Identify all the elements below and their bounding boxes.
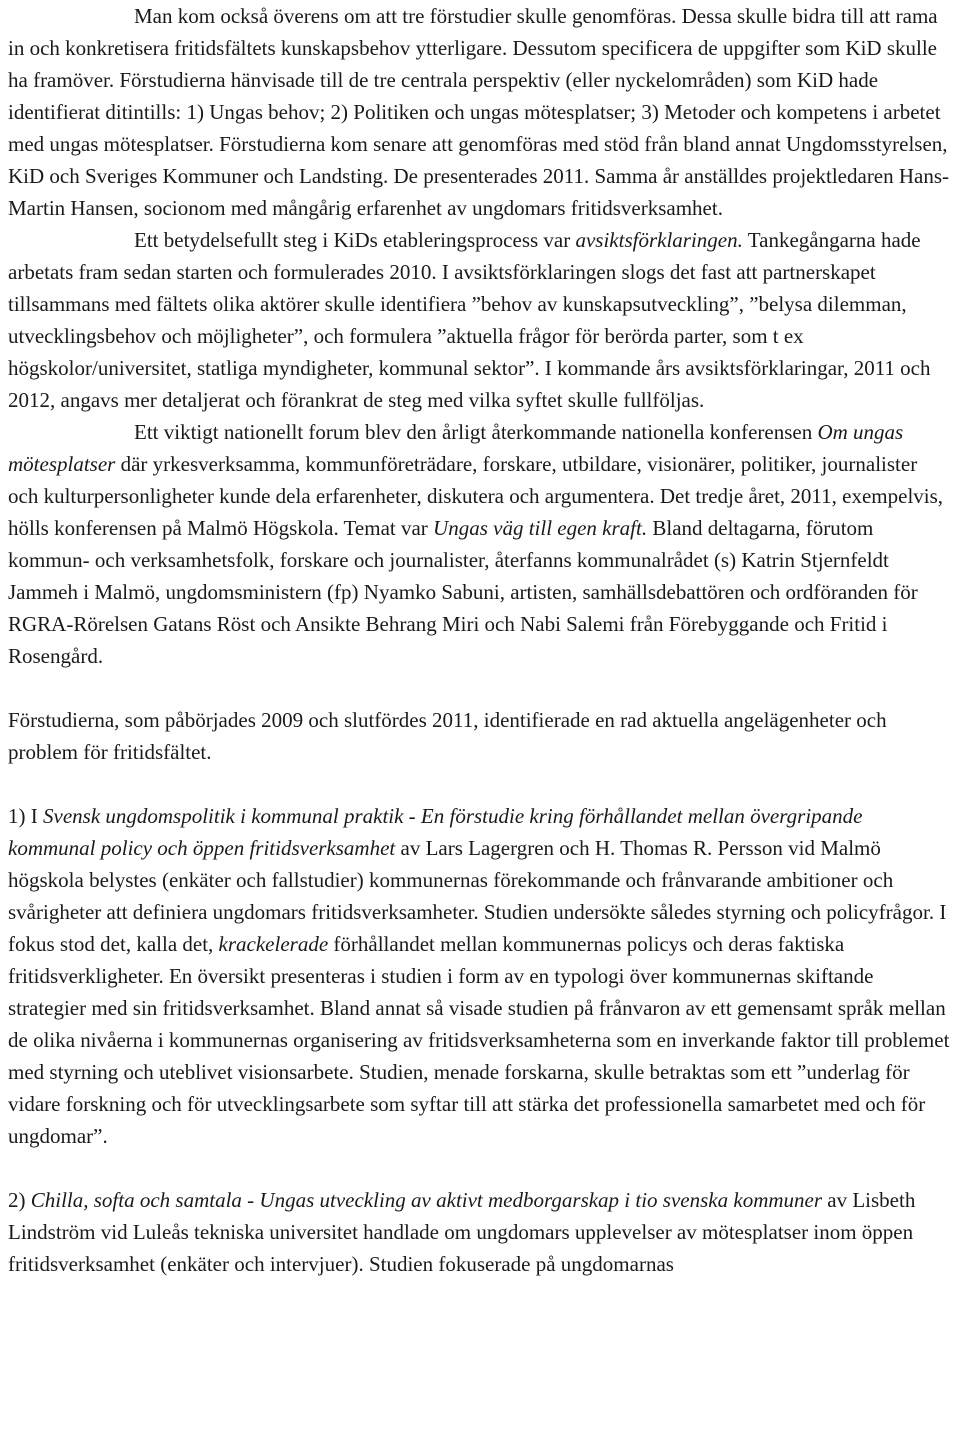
paragraph-text: Man kom också överens om att tre förstudier skulle genomföras. Dessa skulle bidra till att rama in och konkretisera fritidsfältets kunskapsbehov ytterligare. Dessutom specificera de uppgifter som KiD skulle ha framöver. Förstudierna hänvisade till de tre centrala perspektiv (eller nyckelområden) som KiD hade identifierat ditintills: 1) Ungas behov; 2) Politiken och ungas mötesplatser; 3) Metoder och kompetens i arbetet med ungas mötesplatser. Förstudierna kom senare att genomföras med stöd från bland annat Ungdomsstyrelsen, KiD och Sveriges Kommuner och Landsting. De presenterades 2011. Samma år anställdes projektledaren Hans-Martin Hansen, socionom med mångårig erfarenhet av ungdomars fritidsverksamhet. <box>8 4 950 220</box>
italic-term: avsiktsförklaringen. <box>575 228 743 252</box>
italic-term: krackelerade <box>218 932 329 956</box>
text-run: Ett viktigt nationellt forum blev den årligt återkommande nationella konferensen <box>134 420 818 444</box>
paragraph-text: Förstudierna, som påbörjades 2009 och slutfördes 2011, identifierade en rad aktuella angelägenheter och problem för fritidsfältet. <box>8 708 887 764</box>
text-run: Ett betydelsefullt steg i KiDs etableringsprocess var <box>134 228 576 252</box>
italic-study-title: Chilla, softa och samtala - Ungas utveckling av aktivt medborgarskap i tio svenska kommuner <box>30 1188 823 1212</box>
text-run: av Lars Lagergren och H. Thomas R. Persson vid Malmö högskola belystes (enkäter och fallstudier) kommunernas förekommande och frånvarande ambitioner och svårigheter att definiera ungdomars fritidsverksamheter. Studien undersökte således styrning och policyfrågor. I fokus stod det, kalla det, <box>8 836 947 956</box>
paragraph-spacer <box>8 672 952 704</box>
paragraph-spacer <box>8 768 952 800</box>
paragraph-konferens <box>8 416 952 672</box>
italic-conference-title: Om ungas mötesplatser <box>8 420 904 476</box>
paragraph-study-1 <box>8 800 952 1152</box>
text-run: där yrkesverksamma, kommunföreträdare, forskare, utbildare, visionärer, politiker, journalister och kulturpersonligheter kunde dela erfarenheter, diskutera och argumentera. Det tredje året, 2011, exempelvis, hölls konferensen på Malmö Högskola. Temat var <box>8 452 944 540</box>
italic-theme: Ungas väg till egen kraft. <box>433 516 648 540</box>
text-run: av Lisbeth Lindström vid Luleås tekniska universitet handlade om ungdomars upplevelser av mötesplatser inom öppen fritidsverksamhet (enkäter och intervjuer). Studien fokuserade på ungdomarnas <box>8 1188 916 1276</box>
paragraph-summary <box>8 704 952 768</box>
paragraph-spacer <box>8 1152 952 1184</box>
text-run: Tankegångarna hade arbetats fram sedan starten och formulerades 2010. I avsiktsförklaringen slogs det fast att partnerskapet tillsammans med fältets olika aktörer skulle identifiera ”behov av kunskapsutveckling”, ”belysa dilemman, utvecklingsbehov och möjligheter”, och formulera ”aktuella frågor för berörda parter, som t ex högskolor/universitet, statliga myndigheter, kommunal sektor”. I kommande års avsiktsförklaringar, 2011 och 2012, angavs mer detaljerat och förankrat de steg med vilka syftet skulle fullföljas. <box>8 228 931 412</box>
paragraph-avsiktsforklaring <box>8 224 952 416</box>
paragraph-study-2 <box>8 1184 952 1280</box>
text-run: förhållandet mellan kommunernas policys och deras faktiska fritidsverkligheter. En översikt presenteras i studien i form av en typologi över kommunernas skiftande strategier med sin fritidsverksamhet. Bland annat så visade studien på frånvaron av ett gemensamt språk mellan de olika nivåerna i kommunernas organisering av fritidsverksamheterna som en inverkande faktor till problemet med styrning och uteblivet visionsarbete. Studien, menade forskarna, skulle betraktas som ett ”underlag för vidare forskning och för utvecklingsarbete som syftar till att stärka det professionella samarbetet med och för ungdomar”. <box>8 932 950 1148</box>
text-run: Bland deltagarna, förutom kommun- och verksamhetsfolk, forskare och journalister, återfanns kommunalrådet (s) Katrin Stjernfeldt Jammeh i Malmö, ungdomsministern (fp) Nyamko Sabuni, artisten, samhällsdebattören och ordföranden för RGRA-Rörelsen Gatans Röst och Ansikte Behrang Miri och Nabi Salemi från Förebyggande och Fritid i Rosengård. <box>8 516 918 668</box>
italic-study-title: Svensk ungdomspolitik i kommunal praktik - En förstudie kring förhållandet mellan övergripande kommunal policy och öppen fritidsverksamhet <box>8 804 863 860</box>
text-run: 1) I <box>8 804 43 828</box>
paragraph-forstudier <box>8 0 952 224</box>
text-run: 2) <box>8 1188 31 1212</box>
